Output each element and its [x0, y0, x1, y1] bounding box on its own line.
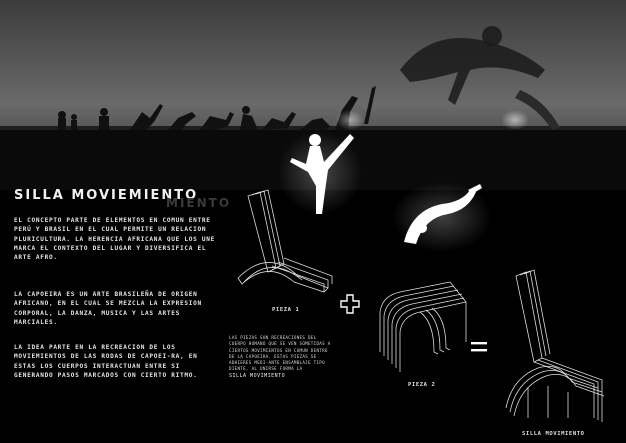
equals-icon	[470, 340, 488, 354]
piece-1-label: PIEZA 1	[272, 307, 300, 313]
plus-icon	[340, 294, 360, 314]
silla-movimiento-drawing	[498, 268, 608, 428]
piece-2-drawing	[360, 272, 470, 382]
pieces-description-text: LAS PIEZAS SON RECREACIONES DEL CUERPO HUMANO QUE SE VEN SOMETIDAS A CIERTOS MOVIMIENTOS EN COMUN DENTRO DE LA CAPOEIRA. ESTAS PIEZAS SE ADHIERES MEDI-ANTE ENSAMBLAJE TIPO DIENTE, AL UNIRSE FORMA LA	[229, 335, 331, 372]
page-title: SILLA MOVIEMIENTO	[14, 188, 199, 203]
title-ghost: MIENTO	[166, 196, 232, 210]
capoeira-paragraph: LA CAPOEIRA ES UN ARTE BRASILEÑA DE ORIGEN AFRICANO, EN EL CUAL SE MEZCLA LA EXPRESION CORPORAL, LA DANZA, MUSICA Y LAS ARTES MARCIALES.	[14, 291, 202, 326]
pieces-description	[229, 335, 333, 379]
idea-paragraph: LA IDEA PARTE EN LA RECREACION DE LOS MOVIEMIENTOS DE LAS RODAS DE CAPOEI-RA, EN ESTAS LOS CUERPOS INTERACTUAN ENTRE SI GENERANDO PASOS MARCADOS CON CIERTO RITMO.	[14, 344, 198, 379]
pieces-description-result: SILLA MOVIMIENTO	[229, 372, 286, 379]
intro-paragraph: EL CONCEPTO PARTE DE ELEMENTOS EN COMUN ENTRE PERÚ Y BRASIL EN EL CUAL PERMITE UN RELACION PLURICULTURA. LA HERENCIA AFRICANA QUE LOS UNE MARCA EL CONTEXTO DEL LUGAR Y DIVERSIFICA EL ARTE AFRO.	[14, 217, 215, 262]
backflip-figure-icon	[392, 182, 492, 252]
piece-2-label: PIEZA 2	[408, 382, 436, 388]
piece-1-drawing	[228, 188, 338, 298]
silla-movimiento-label: SILLA MOVIMIENTO	[522, 431, 585, 437]
